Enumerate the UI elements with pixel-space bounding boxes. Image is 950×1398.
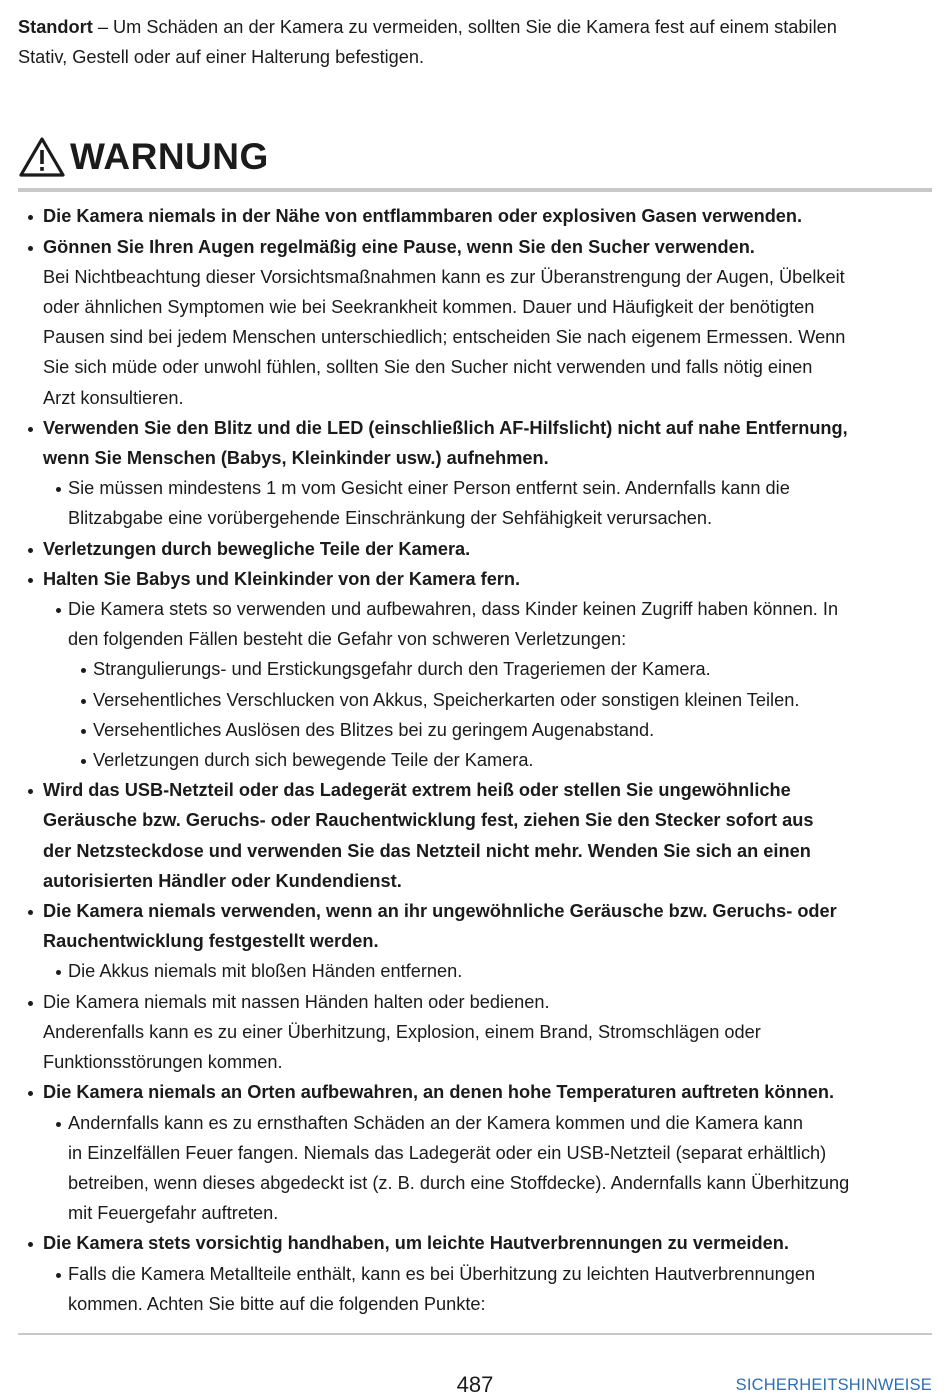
bullet-icon [28, 1242, 33, 1247]
bullet-icon [28, 1091, 33, 1096]
warning-subsubitem: Strangulierungs- und Erstickungsgefahr durch den Trageriemen der Kamera. [18, 654, 932, 684]
bullet-icon [56, 1122, 61, 1127]
warning-item: Die Kamera stets vorsichtig handhaben, um leichte Hautverbrennungen zu vermeiden. [18, 1228, 932, 1258]
warning-subsubitem: Versehentliches Auslösen des Blitzes bei zu geringem Augenabstand. [18, 715, 932, 745]
bullet-icon [28, 246, 33, 251]
warning-item-text: autorisierten Händler oder Kundendienst. [43, 870, 402, 891]
warning-item: Die Kamera niemals an Orten aufbewahren, an denen hohe Temperaturen auftreten können. [18, 1077, 932, 1107]
warning-subsubitem: Versehentliches Verschlucken von Akkus, Speicherkarten oder sonstigen kleinen Teilen. [18, 685, 932, 715]
warning-item-text: Pausen sind bei jedem Menschen unterschiedlich; entscheiden Sie nach eigenem Ermessen. Wenn [43, 327, 846, 348]
warning-item-text: wenn Sie Menschen (Babys, Kleinkinder usw.) aufnehmen. [43, 448, 549, 469]
bullet-icon [28, 548, 33, 553]
warning-item-text: Arzt konsultieren. [43, 387, 184, 408]
warning-item: Die Kamera niemals verwenden, wenn an ihr ungewöhnliche Geräusche bzw. Geruchs- oder [18, 896, 932, 926]
footer-divider [18, 1333, 932, 1335]
warning-item-text: Funktionsstörungen kommen. [43, 1052, 283, 1073]
warning-subitem-text: den folgenden Fällen besteht die Gefahr von schweren Verletzungen: [68, 629, 627, 650]
bullet-icon [81, 759, 86, 764]
warning-item: Die Kamera niemals mit nassen Händen halten oder bedienen. [18, 987, 932, 1017]
warning-subitem-text: Blitzabgabe eine vorübergehende Einschränkung der Sehfähigkeit verursachen. [68, 508, 713, 529]
warning-item-text: Geräusche bzw. Geruchs- oder Rauchentwicklung fest, ziehen Sie den Stecker sofort aus [43, 810, 814, 831]
bullet-icon [56, 970, 61, 975]
warning-item: Gönnen Sie Ihren Augen regelmäßig eine Pause, wenn Sie den Sucher verwenden. [18, 232, 932, 262]
warning-subitem: Die Akkus niemals mit bloßen Händen entfernen. [18, 956, 932, 986]
warning-subitem: Andernfalls kann es zu ernsthaften Schäden an der Kamera kommen und die Kamera kann [18, 1108, 932, 1138]
bullet-icon [28, 427, 33, 432]
bullet-icon [28, 789, 33, 794]
bullet-icon [28, 1001, 33, 1006]
bullet-icon [81, 729, 86, 734]
bullet-icon [56, 1273, 61, 1278]
section-link[interactable]: SICHERHEITSHINWEISE [735, 1376, 932, 1394]
intro-label: Standort [18, 17, 93, 37]
warning-item: Wird das USB-Netzteil oder das Ladegerät extrem heiß oder stellen Sie ungewöhnliche [18, 775, 932, 805]
warning-subitem: Falls die Kamera Metallteile enthält, kann es bei Überhitzung zu leichten Hautverbrennungen [18, 1259, 932, 1289]
warning-item: Halten Sie Babys und Kleinkinder von der Kamera fern. [18, 564, 932, 594]
warning-list [18, 201, 932, 1319]
warning-item-text: Anderenfalls kann es zu einer Überhitzung, Explosion, einem Brand, Stromschlägen oder [43, 1021, 761, 1042]
warning-title: WARNUNG [70, 136, 269, 178]
warning-subsubitem: Verletzungen durch sich bewegende Teile der Kamera. [18, 745, 932, 775]
warning-item-text: Sie sich müde oder unwohl fühlen, sollten Sie den Sucher nicht verwenden und falls nötig einen [43, 357, 813, 378]
bullet-icon [81, 699, 86, 704]
warning-subitem-text: kommen. Achten Sie bitte auf die folgenden Punkte: [68, 1293, 486, 1314]
warning-item: Verwenden Sie den Blitz und die LED (einschließlich AF-Hilfslicht) nicht auf nahe Entfernung, [18, 413, 932, 443]
warning-item-text: der Netzsteckdose und verwenden Sie das Netzteil nicht mehr. Wenden Sie sich an einen [43, 840, 811, 861]
warning-item-text: Rauchentwicklung festgestellt werden. [43, 931, 379, 952]
bullet-icon [81, 668, 86, 673]
warning-subitem: Die Kamera stets so verwenden und aufbewahren, dass Kinder keinen Zugriff haben können. In [18, 594, 932, 624]
bullet-icon [56, 608, 61, 613]
warning-subitem-text: in Einzelfällen Feuer fangen. Niemals das Ladegerät oder ein USB-Netzteil (separat erhältlich) [68, 1142, 827, 1163]
page-number: 487 [456, 1372, 494, 1397]
warning-subitem-text: mit Feuergefahr auftreten. [68, 1203, 279, 1224]
bullet-icon [28, 910, 33, 915]
warning-subitem: Sie müssen mindestens 1 m vom Gesicht einer Person entfernt sein. Andernfalls kann die [18, 473, 932, 503]
warning-subitem-text: betreiben, wenn dieses abgedeckt ist (z. B. durch eine Stoffdecke). Andernfalls kann Überhitzung [68, 1172, 850, 1193]
intro-text-2: Stativ, Gestell oder auf einer Halterung befestigen. [18, 47, 425, 68]
manual-page [18, 12, 932, 1319]
bullet-icon [28, 578, 33, 583]
warning-triangle-icon [18, 136, 66, 178]
intro-paragraph [18, 12, 932, 72]
intro-text: – Um Schäden an der Kamera zu vermeiden, sollten Sie die Kamera fest auf einem stabilen [92, 17, 837, 37]
warning-item-text: Bei Nichtbeachtung dieser Vorsichtsmaßnahmen kann es zur Überanstrengung der Augen, Übelkeit [43, 266, 845, 287]
warning-heading [18, 134, 932, 180]
warning-item: Die Kamera niemals in der Nähe von entflammbaren oder explosiven Gasen verwenden. [18, 201, 932, 231]
warning-item: Verletzungen durch bewegliche Teile der Kamera. [18, 534, 932, 564]
warning-item-text: oder ähnlichen Symptomen wie bei Seekrankheit kommen. Dauer und Häufigkeit der benötigten [43, 297, 815, 318]
warning-divider [18, 188, 932, 192]
bullet-icon [56, 487, 61, 492]
bullet-icon [28, 215, 33, 220]
